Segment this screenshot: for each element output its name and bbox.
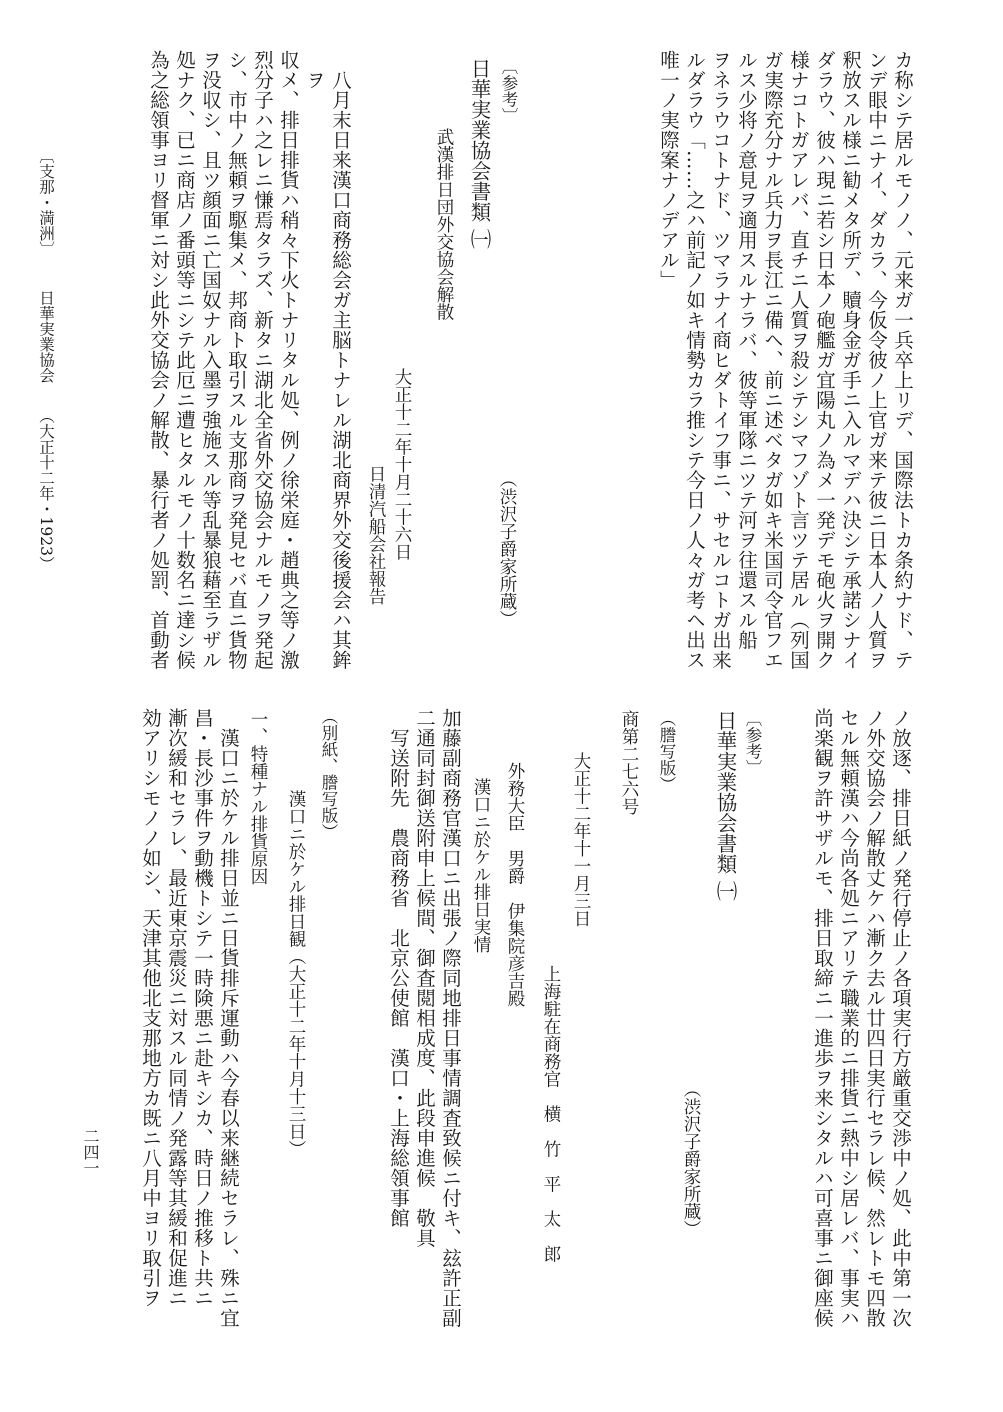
upper-left-body bbox=[145, 50, 353, 670]
text-line: 漢口ニ於ケル排日並ニ日貨排斥運動ハ今春以来継続セラレ、殊ニ宜 bbox=[217, 727, 240, 1328]
text-line: ルダラウ「……之ハ前記ノ如キ情勢カラ推シテ今日ノ人々ガ考ヘ出ス bbox=[683, 50, 706, 670]
section-title: 一、特種ナル排貨原因 bbox=[248, 710, 268, 885]
text-line: 効アリシモノノ如シ、天津其他北支那地方カ既ニ八月中ヨリ取引ヲ bbox=[139, 708, 162, 1308]
text-line: 為之総領事ヨリ督軍ニ対シ此外交協会ノ解散、暴行者ノ処罰、首動者 bbox=[147, 50, 170, 670]
document-title: 日華実業協会書類 ㈠ bbox=[467, 58, 491, 250]
text-line: ヲ没収シ、且ツ顔面ニ亡国奴ナル入墨ヲ強施スル等乱暴狼藉至ラザル bbox=[199, 50, 222, 670]
text-line: ルス少将ノ意見ヲ適用スルナラバ、彼等軍隊ニツテ河ヲ往還スル船 bbox=[735, 50, 758, 650]
document-date: 大正十二年十一月三日 bbox=[571, 752, 591, 927]
text-line: セル無頼漢ハ今尚各処ニアリテ職業的ニ排貨ニ熱中シ居レバ、事実ハ bbox=[837, 708, 860, 1328]
document-source: （渋沢子爵家所蔵） bbox=[497, 470, 517, 628]
footer-year: （大正十二年・1923） bbox=[37, 408, 55, 572]
attachment-label: （別紙、謄写版） bbox=[319, 708, 338, 840]
document-date: 大正十二年十月二十六日 bbox=[392, 368, 412, 561]
text-line: 二通同封御送附申上候間、御査閲相成度、此段申進候 敬具 bbox=[413, 708, 436, 1248]
text-line: 収メ、排日排貨ハ稍々下火トナリタル処、例ノ徐栄庭・趙典之等ノ激 bbox=[277, 50, 300, 670]
text-line: ヲネラウコトナド、ツマラナイ商ヒダトイフ事ニ、サセルコトガ出来 bbox=[709, 50, 732, 670]
lower-right-body bbox=[385, 708, 463, 1348]
text-line: ノ外交協会ノ解散丈ケハ漸ク去ル廿四日実行セラレ候、然レトモ四散 bbox=[863, 708, 886, 1328]
text-line: カ称シテ居ルモノノ、元来ガ一兵卒上リデ、国際法トカ条約ナド、テ bbox=[891, 50, 914, 670]
text-line: 様ナコトガアレバ、直チニ人質ヲ殺シテシマフゾト言ツテ居ル（列国 bbox=[787, 50, 810, 670]
text-line: シ、市中ノ無頼ヲ駆集メ、邦商ト取引スル支那商ヲ発見セバ直ニ貨物 bbox=[225, 50, 248, 670]
attachment-title: 漢口ニ於ケル排日観（大正十二年十月十三日） bbox=[286, 790, 306, 1158]
text-line: 昌・長沙事件ヲ動機トシテ一時険悪ニ赴キシカ、時日ノ推移ト共ニ bbox=[191, 708, 214, 1308]
document-number: 商第二七六号 bbox=[619, 710, 639, 815]
page-number: 二四一 bbox=[81, 1128, 100, 1176]
copy-note: （謄写版） bbox=[657, 710, 676, 793]
text-line: 八月末日来漢口商務総会ガ主脳トナレル湖北商界外交後援会ハ其鉾ヲ bbox=[303, 69, 352, 670]
footer-region: 〔支那・満洲〕 bbox=[37, 148, 55, 257]
text-line: 釈放スル様ニ勧メタ所デ、贖身金ガ手ニ入ルマデハ決シテ承諾シナイ bbox=[839, 50, 862, 670]
document-subject: 漢口ニ於ケル排日実情 bbox=[471, 778, 491, 953]
text-line: ンデ眼中ニナイ、ダカラ、今仮令彼ノ上官ガ来テ彼ニ日本人ノ人質ヲ bbox=[865, 50, 888, 670]
reference-label: 〔参考〕 bbox=[743, 710, 762, 776]
document-sender: 上海駐在商務官 横 竹 平 太 郎 bbox=[541, 965, 561, 1263]
text-line: 加藤副商務官漢口ニ出張ノ際同地排日事情調査致候ニ付キ、玆許正副 bbox=[439, 708, 462, 1328]
document-source: （渋沢子爵家所蔵） bbox=[681, 1080, 701, 1238]
lower-right-paragraph bbox=[809, 708, 913, 1348]
section-body bbox=[137, 708, 241, 1348]
document-title: 日華実業協会書類 ㈠ bbox=[713, 710, 737, 902]
text-line: ダラウ、彼ハ現ニ若シ日本ノ砲艦ガ宜陽丸ノ為メ一発デモ砲火ヲ開ク bbox=[813, 50, 836, 670]
document-reporter: 日清汽船会社報告 bbox=[366, 465, 386, 605]
text-line: ガ実際充分ナル兵力ヲ長江ニ備ヘ、前ニ述ベタガ如キ米国司令官フエ bbox=[761, 50, 784, 670]
text-line: 漸次緩和セラレ、最近東京震災ニ対スル同情ノ発露等其緩和促進ニ bbox=[165, 708, 188, 1308]
text-line: 尚楽観ヲ許サザルモ、排日取締ニ一進歩ヲ来シタルハ可喜事ニ御座候 bbox=[811, 708, 834, 1328]
upper-right-paragraph bbox=[655, 50, 915, 670]
text-line: 写送附先 農商務省 北京公使館 漢口・上海総領事館 bbox=[387, 727, 410, 1228]
document-recipient: 外務大臣 男爵 伊集院彦吉殿 bbox=[505, 762, 525, 1007]
text-line: 処ナク、已ニ商店ノ番頭等ニシテ此厄ニ遭ヒタルモノ十数名ニ達シ候 bbox=[173, 50, 196, 670]
text-line: 唯一ノ実際案ナノデアル」 bbox=[657, 50, 680, 290]
text-line: ノ放逐、排日紙ノ発行停止ノ各項実行方厳重交渉中ノ処、此中第一次 bbox=[889, 708, 912, 1328]
document-subject: 武漢排日団外交協会解散 bbox=[434, 128, 454, 321]
footer-org: 日華実業協会 bbox=[37, 290, 55, 383]
reference-label: 〔参考〕 bbox=[499, 58, 518, 124]
text-line: 烈分子ハ之レニ慊焉タラズ、新タニ湖北全省外交協会ナルモノヲ発起 bbox=[251, 50, 274, 670]
